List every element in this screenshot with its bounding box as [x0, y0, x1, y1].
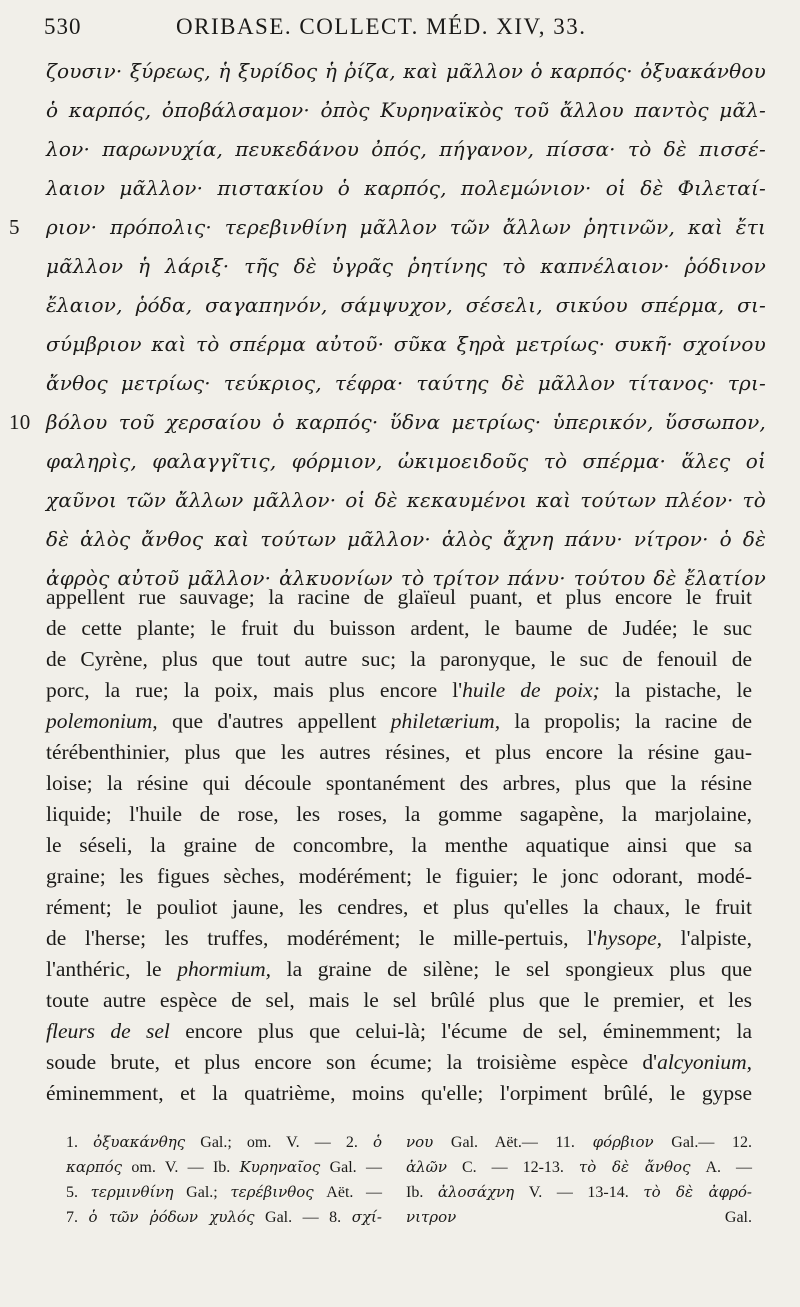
french-line	[46, 582, 752, 613]
footnote-segment: Ib.	[406, 1184, 438, 1201]
french-line	[46, 799, 752, 830]
french-text-segment: que d'autres appellent	[157, 709, 391, 733]
greek-line-text: σύμβριον καὶ τὸ σπέρμα αὐτοῦ· σῦκα ξηρὰ μετρίως· συκῆ· σχοίνου	[46, 332, 766, 356]
greek-line-text: ριον· πρόπολις· τερεβινθίνη μᾶλλον τῶν ἄλλων ῥητινῶν, καὶ ἔτι	[46, 215, 766, 239]
footnote-segment: V. — 13-14.	[514, 1184, 644, 1201]
greek-line-text: μᾶλλον ἡ λάριξ· τῆς δὲ ὑγρᾶς ῥητίνης τὸ καπνέλαιον· ῥόδινον	[46, 254, 766, 278]
greek-line-text: ὁ καρπός, ὀποβάλσαμον· ὀπὸς Κυρηναϊκὸς τοῦ ἄλλου παντὸς μᾶλ-	[46, 98, 766, 122]
french-text-segment: alcyonium,	[657, 1050, 752, 1074]
french-line	[46, 830, 752, 861]
greek-line-text: δὲ ἁλὸς ἄνθος καὶ τούτων μᾶλλον· ἁλὸς ἄχνη πάνυ· νίτρον· ὁ δὲ	[46, 527, 766, 551]
greek-line	[46, 325, 766, 364]
greek-line	[46, 364, 766, 403]
footnote-segment: τὸ δὲ ἄνθος	[578, 1158, 691, 1176]
french-line	[46, 737, 752, 768]
footnotes-right-column	[406, 1130, 752, 1230]
greek-line	[46, 442, 766, 481]
french-text-segment: soude brute, et plus encore son écume; la troisième espèce d'	[46, 1050, 658, 1074]
footnote-segment: Gal.; om. V. — 2.	[185, 1134, 373, 1151]
french-text-segment: graine; les figues sèches, modérément; le figuier; le jonc odorant, modé-	[46, 864, 752, 888]
french-text-segment: térébenthinier, plus que les autres résines, et plus encore la résine gau-	[46, 740, 752, 764]
greek-line-text: ζουσιν· ξύρεως, ἡ ξυρίδος ἡ ῥίζα, καὶ μᾶλλον ὁ καρπός· ὀξυακάνθου	[46, 59, 766, 83]
greek-line-text: ἄνθος μετρίως· τεύκριος, τέφρα· ταύτης δὲ μᾶλλον τίτανος· τρι-	[46, 371, 766, 395]
greek-line	[9, 403, 766, 442]
french-text-segment: encore plus que celui-là; l'écume de sel, éminemment; la	[169, 1019, 752, 1043]
french-line	[46, 1016, 752, 1047]
greek-line-text: βόλου τοῦ χερσαίου ὁ καρπός· ὕδνα μετρίως· ὑπερικόν, ὕσσωπον,	[46, 410, 766, 434]
greek-line-text: ἔλαιον, ῥόδα, σαγαπηνόν, σάμψυχον, σέσελι, σικύου σπέρμα, σι-	[46, 293, 766, 317]
french-line	[46, 1078, 752, 1109]
french-text-segment: la pistache, le	[599, 678, 752, 702]
footnote-segment: νιτρον	[406, 1208, 457, 1226]
greek-line	[46, 52, 766, 91]
footnote-segment: νου	[406, 1133, 434, 1151]
line-number: 5	[9, 215, 20, 239]
footnote-line	[66, 1180, 382, 1205]
greek-line	[46, 520, 766, 559]
footnote-segment: τερμινθίνη	[90, 1183, 174, 1201]
running-head	[0, 10, 800, 46]
page-number: 530	[44, 14, 82, 39]
footnote-segment: 7.	[66, 1209, 89, 1226]
footnote-segment: ὁ τῶν ῥόδων χυλός	[88, 1208, 255, 1226]
footnote-line	[66, 1155, 382, 1180]
french-line	[46, 923, 752, 954]
greek-line	[46, 91, 766, 130]
french-translation-block	[46, 582, 752, 1109]
footnote-segment: ἀλῶν	[406, 1158, 447, 1176]
french-text-segment: fleurs de sel	[46, 1019, 170, 1043]
french-text-segment: phormium,	[177, 957, 272, 981]
footnote-line	[406, 1155, 752, 1180]
footnotes-left-column	[66, 1130, 382, 1230]
footnote-line	[406, 1130, 752, 1155]
greek-text-block	[9, 52, 766, 598]
footnote-line	[406, 1205, 752, 1230]
french-text-segment: la propolis; la racine de	[500, 709, 752, 733]
french-text-segment: hysope,	[596, 926, 662, 950]
greek-line-text: λαιον μᾶλλον· πιστακίου ὁ καρπός, πολεμώνιον· οἱ δὲ Φιλεταί-	[46, 176, 766, 200]
footnote-segment: ἀλοσάχνη	[437, 1183, 515, 1201]
footnote-segment: ὀξυακάνθης	[93, 1133, 186, 1151]
footnote-segment: τὸ δὲ ἀφρό-	[643, 1183, 752, 1201]
footnote-segment: Gal.;	[173, 1184, 231, 1201]
french-text-segment: polemonium,	[46, 709, 158, 733]
footnote-segment: 1.	[66, 1134, 94, 1151]
footnote-segment: Κυρηναῖος	[239, 1158, 321, 1176]
french-text-segment: huile de poix;	[462, 678, 600, 702]
greek-line	[46, 169, 766, 208]
footnote-segment: Aët. —	[313, 1184, 382, 1201]
greek-line-text: χαῦνοι τῶν ἄλλων μᾶλλον· οἱ δὲ κεκαυμένοι καὶ τούτων πλέον· τὸ	[46, 488, 766, 512]
footnote-segment: ὁ	[372, 1133, 382, 1151]
greek-line-text: λον· παρωνυχία, πευκεδάνου ὀπός, πήγανον, πίσσα· τὸ δὲ πισσέ-	[46, 137, 766, 161]
french-line	[46, 706, 752, 737]
footnote-segment: Gal.— 12.	[653, 1134, 752, 1151]
french-line	[46, 675, 752, 706]
footnote-segment: Gal. — 8.	[254, 1209, 352, 1226]
french-line	[46, 644, 752, 675]
footnote-segment: A. —	[690, 1159, 752, 1176]
greek-line	[9, 208, 766, 247]
french-text-segment: rément; le pouliot jaune, les cendres, et plus qu'elles la chaux, le fruit	[46, 895, 752, 919]
footnote-line	[66, 1130, 382, 1155]
footnote-segment: Gal.	[456, 1209, 752, 1226]
footnote-segment: Gal. —	[320, 1159, 382, 1176]
greek-line-text: φαληρὶς, φαλαγγῖτις, φόρμιον, ὠκιμοειδοῦς τὸ σπέρμα· ἅλες οἱ	[46, 449, 766, 473]
french-text-segment: appellent rue sauvage; la racine de glaïeul puant, et plus encore le fruit	[46, 585, 752, 609]
footnote-segment: σχί-	[351, 1208, 382, 1226]
running-title: ORIBASE. COLLECT. MÉD. XIV, 33.	[176, 14, 587, 39]
footnote-line	[66, 1205, 382, 1230]
french-line	[46, 768, 752, 799]
french-text-segment: la graine de silène; le sel spongieux plus que	[271, 957, 752, 981]
french-text-segment: philetærium,	[390, 709, 501, 733]
french-line	[46, 892, 752, 923]
french-text-segment: le séseli, la graine de concombre, la menthe aquatique ainsi que sa	[46, 833, 752, 857]
footnote-segment: 5.	[66, 1184, 91, 1201]
greek-line	[46, 247, 766, 286]
french-text-segment: de l'herse; les truffes, modérément; le mille-pertuis, l'	[46, 926, 597, 950]
greek-line	[46, 481, 766, 520]
footnote-segment: φόρβιον	[592, 1133, 654, 1151]
footnote-segment: om. V. — Ib.	[122, 1159, 240, 1176]
greek-line	[46, 130, 766, 169]
footnote-segment: τερέβινθος	[230, 1183, 314, 1201]
french-text-segment: de Cyrène, plus que tout autre suc; la paronyque, le suc de fenouil de	[46, 647, 752, 671]
french-text-segment: loise; la résine qui découle spontanément des arbres, plus que la résine	[46, 771, 752, 795]
footnote-line	[406, 1180, 752, 1205]
footnote-segment: C. — 12-13.	[447, 1159, 579, 1176]
french-text-segment: porc, la rue; la poix, mais plus encore l'	[46, 678, 463, 702]
french-text-segment: de cette plante; le fruit du buisson ardent, le baume de Judée; le suc	[46, 616, 752, 640]
french-text-segment: liquide; l'huile de rose, les roses, la gomme sagapène, la marjolaine,	[46, 802, 752, 826]
french-text-segment: l'alpiste,	[662, 926, 752, 950]
french-line	[46, 985, 752, 1016]
french-text-segment: l'anthéric, le	[46, 957, 178, 981]
french-text-segment: éminemment, et la quatrième, moins qu'elle; l'orpiment brûlé, le gypse	[46, 1081, 752, 1105]
greek-line	[46, 286, 766, 325]
french-line	[46, 861, 752, 892]
french-line	[46, 613, 752, 644]
footnote-segment: Gal. Aët.— 11.	[433, 1134, 593, 1151]
line-number: 10	[9, 410, 31, 434]
french-line	[46, 954, 752, 985]
footnote-segment: καρπός	[66, 1158, 123, 1176]
french-text-segment: toute autre espèce de sel, mais le sel brûlé plus que le premier, et les	[46, 988, 752, 1012]
french-line	[46, 1047, 752, 1078]
greek-line-text: ἀφρὸς αὐτοῦ μᾶλλον· ἀλκυονίων τὸ τρίτον πάνυ· τούτου δὲ ἔλατίον	[46, 566, 766, 590]
